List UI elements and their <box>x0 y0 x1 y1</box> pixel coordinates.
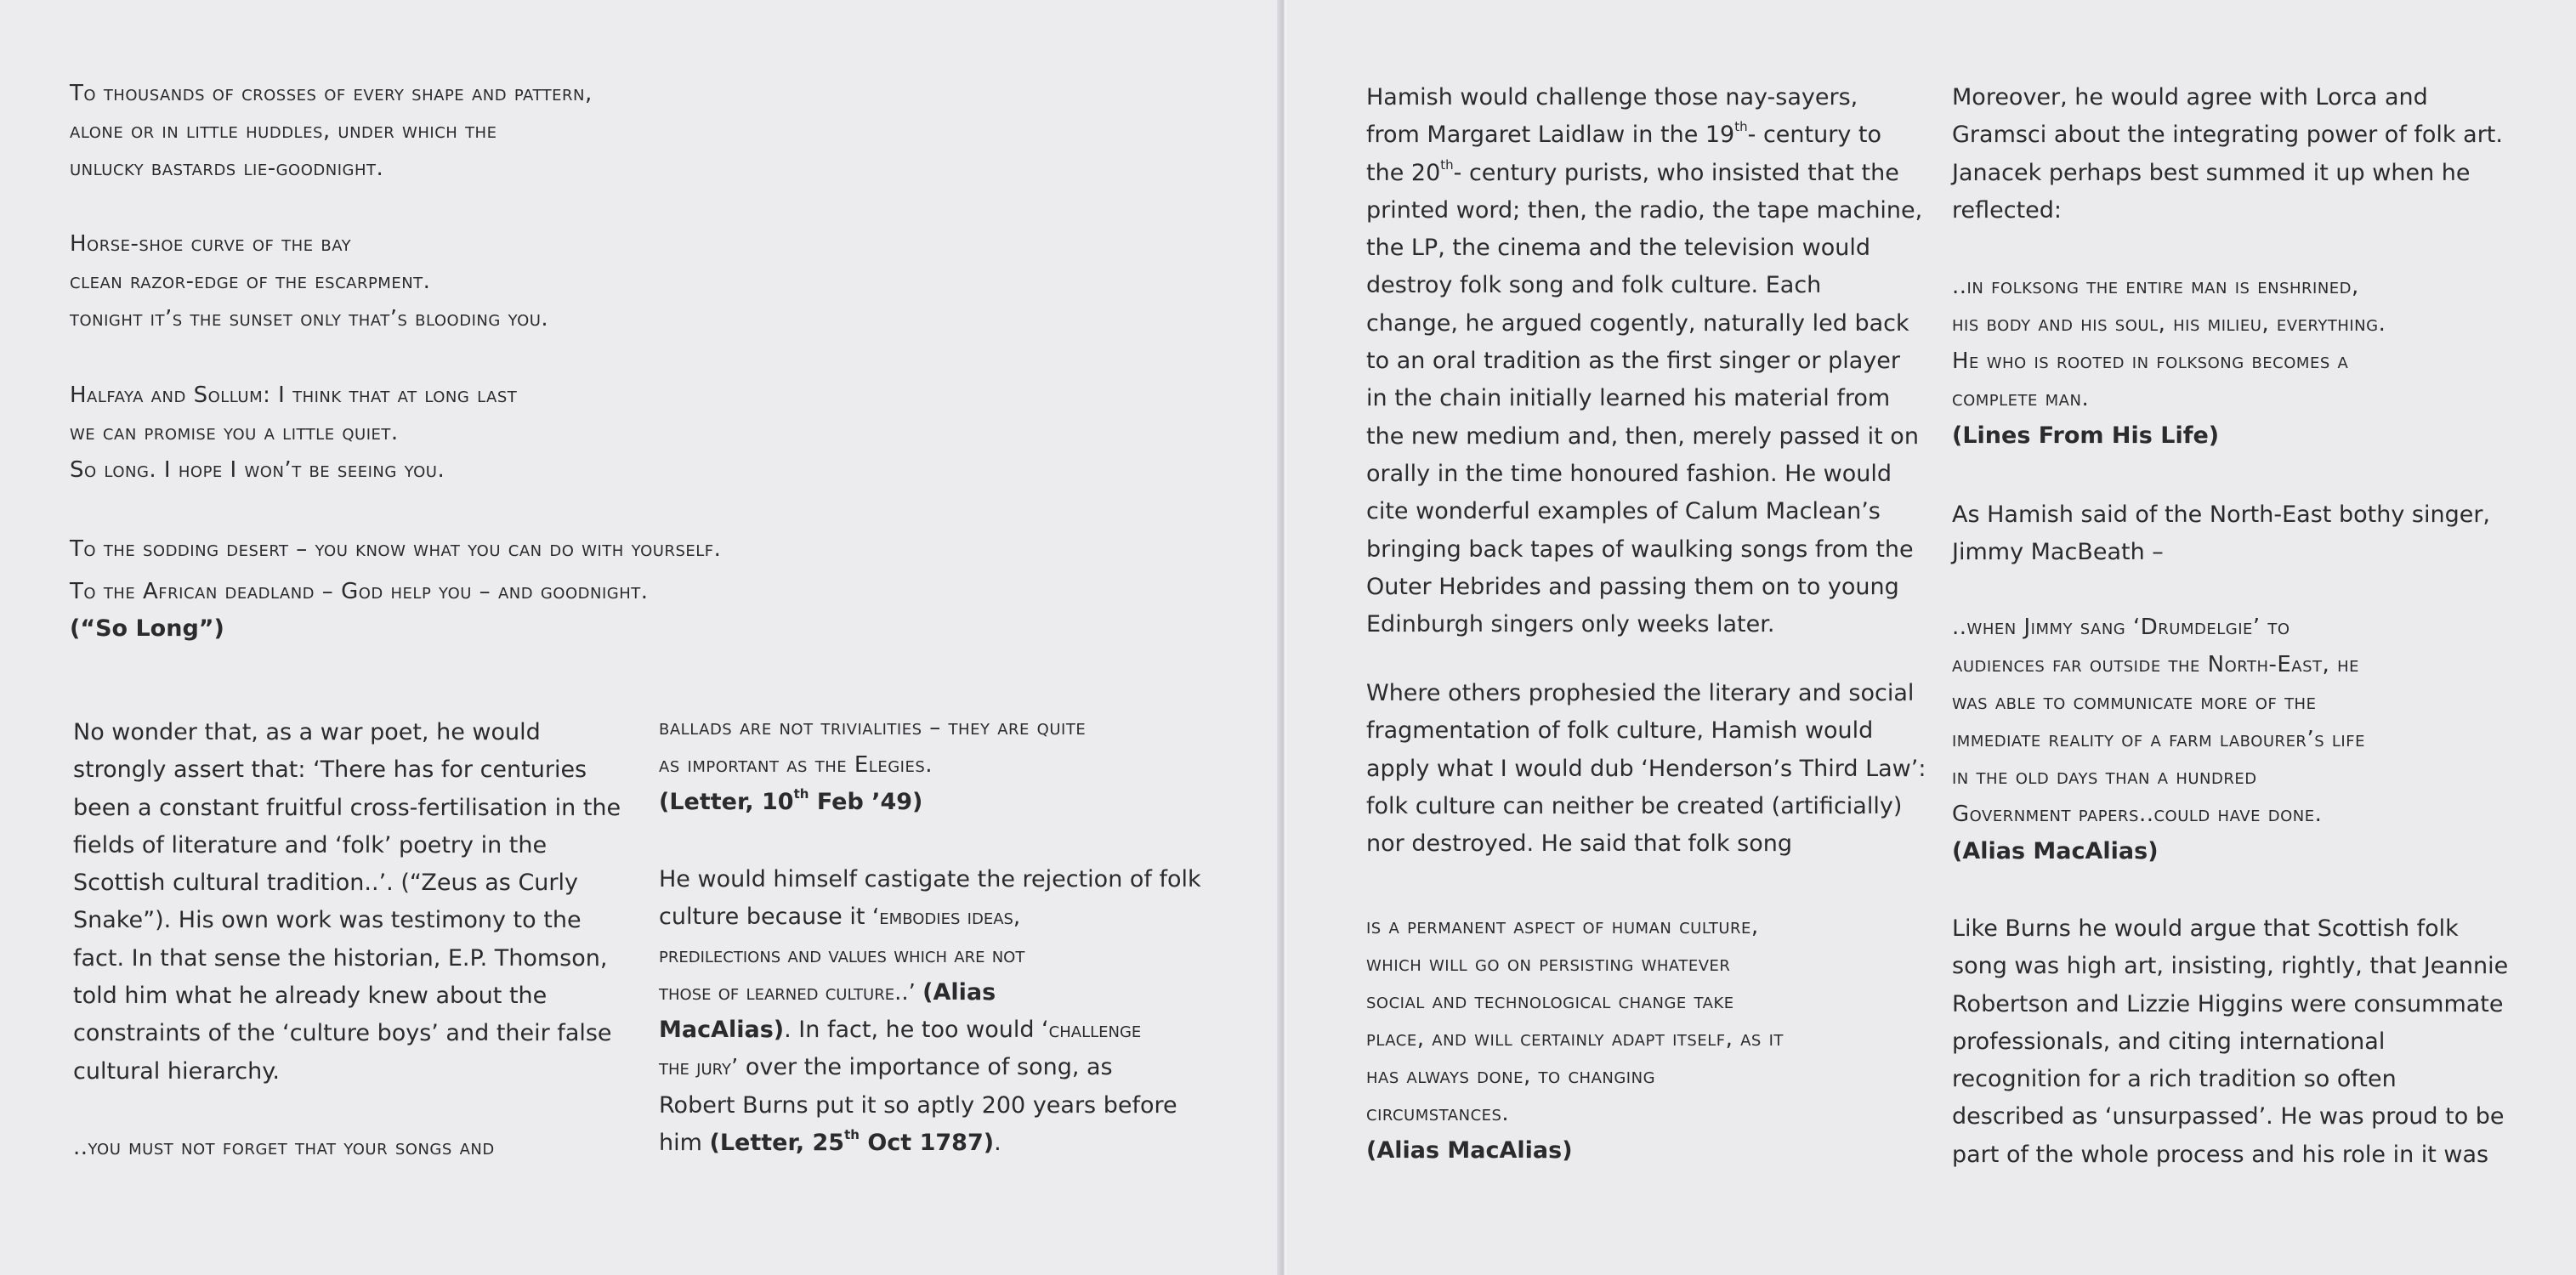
text-line: Gramsci about the integrating power of folk art. <box>1952 122 2503 149</box>
text-line: No wonder that, as a war poet, he would <box>73 719 541 745</box>
quote-line: audiences far outside the North-East, he <box>1952 652 2359 677</box>
caption-text: Oct 1787) <box>859 1130 995 1157</box>
ordinal-suffix: th <box>1440 156 1454 173</box>
quote-line: Government papers..could have done. <box>1952 802 2323 827</box>
left-column-2 <box>659 709 1086 821</box>
right-column-2-p1 <box>1952 79 2503 230</box>
text-line: Robertson and Lizzie Higgins were consummate <box>1952 990 2504 1017</box>
text-line <box>659 1125 1201 1162</box>
text-run: . In fact, he too would ‘ <box>784 1017 1049 1044</box>
text-line: Robert Burns put it so aptly 200 years before <box>659 1091 1177 1119</box>
quote-line: was able to communicate more of the <box>1952 689 2317 715</box>
quote-line: as important as the Elegies. <box>659 752 933 778</box>
quote-run: the jury’ <box>659 1055 739 1081</box>
text-line: Outer Hebrides and passing them on to young <box>1366 573 1899 600</box>
text-line: fragmentation of folk culture, Hamish would <box>1366 717 1874 745</box>
text-line: told him what he already knew about the <box>73 983 548 1010</box>
text-line: Scottish cultural tradition..’. (“Zeus as Curly <box>73 870 578 897</box>
caption-run <box>709 1127 995 1157</box>
text-line: nor destroyed. He said that folk song <box>1366 830 1792 858</box>
quote-line: ..you must not forget that your songs and <box>73 1135 495 1160</box>
quote-line: social and technological change take <box>1366 989 1734 1014</box>
quote-line: He who is rooted in folksong becomes a <box>1952 348 2349 374</box>
text-line <box>659 898 1201 936</box>
text-line: been a constant fruitful cross-fertilisation in the <box>73 794 621 821</box>
text-line: cite wonderful examples of Calum Maclean’s <box>1366 498 1881 525</box>
quote-caption: (Lines From His Life) <box>1952 422 2220 449</box>
ordinal-suffix: th <box>793 786 809 802</box>
right-column-2-quote-1 <box>1952 268 2386 455</box>
poem-line: tonight it’s the sunset only that’s blooding you. <box>70 306 549 332</box>
quote-line: ballads are not trivialities – they are quite <box>659 715 1087 740</box>
text-line: the new medium and, then, merely passed it on <box>1366 422 1919 450</box>
text-line: the 20th- century purists, who insisted that the <box>1366 156 1899 186</box>
text-line: Hamish would challenge those nay-sayers, <box>1366 84 1858 110</box>
text-line: As Hamish said of the North-East bothy singer, <box>1952 502 2490 528</box>
text-line: song was high art, insisting, rightly, that Jeannie <box>1952 953 2509 980</box>
poem-line: clean razor-edge of the escarpment. <box>70 269 431 294</box>
text-line: Jimmy MacBeath – <box>1952 539 2164 566</box>
left-column-2-paragraph <box>659 861 1201 1162</box>
caption-text: (Letter, 25 <box>709 1130 845 1157</box>
text-line: fields of literature and ‘folk’ poetry in the <box>73 831 548 858</box>
text-line: reflected: <box>1952 196 2063 224</box>
text-line: destroy folk song and folk culture. Each <box>1366 272 1822 299</box>
poem-line: Halfaya and Sollum: I think that at long last <box>70 382 518 408</box>
quote-line: which will go on persisting whatever <box>1366 951 1731 977</box>
poem-line: So long. I hope I won’t be seeing you. <box>70 457 445 483</box>
letter-caption-text: (Letter, 10 <box>659 789 794 815</box>
text-run: . <box>994 1130 1001 1157</box>
quote-line: ..in folksong the entire man is enshrined, <box>1952 274 2359 299</box>
quote-line: his body and his soul, his milieu, everything. <box>1952 311 2386 337</box>
quote-run: those of learned culture..’ <box>659 979 923 1006</box>
letter-caption <box>659 784 1086 821</box>
quote-line: complete man. <box>1952 386 2090 411</box>
quote-caption: (Alias MacAlias) <box>1366 1137 1573 1164</box>
ordinal-suffix: th <box>844 1127 860 1143</box>
right-column-1-p2 <box>1366 675 1926 863</box>
quote-line: has always done, to changing <box>1366 1063 1656 1089</box>
text-line: the LP, the cinema and the television would <box>1366 235 1870 262</box>
right-column-2-p3 <box>1952 910 2508 1174</box>
text-line <box>659 1049 1201 1086</box>
text-line <box>659 1012 1201 1049</box>
text-line: cultural hierarchy. <box>73 1057 280 1085</box>
text-line: apply what I would dub ‘Henderson’s Third Law’: <box>1366 755 1926 782</box>
left-column-1 <box>73 714 621 1091</box>
caption-run: (Alias <box>922 978 996 1006</box>
poem-stanza-1 <box>70 75 593 187</box>
quote-line: circumstances. <box>1366 1101 1510 1126</box>
quote-line: ..when Jimmy sang ‘Drumdelgie’ to <box>1952 615 2290 640</box>
quote-line: is a permanent aspect of human culture, <box>1366 914 1759 939</box>
text-line: fact. In that sense the historian, E.P. Thomson, <box>73 944 608 972</box>
text-line: part of the whole process and his role in it was <box>1952 1141 2489 1168</box>
text-line <box>659 974 1201 1012</box>
text-run: culture because it <box>659 904 873 931</box>
poem-line: Horse-shoe curve of the bay <box>70 231 352 257</box>
text-line: Snake”). His own work was testimony to the <box>73 907 582 934</box>
right-column-1-quote <box>1366 908 1784 1170</box>
text-run: him <box>659 1130 710 1157</box>
right-column-2-quote-2 <box>1952 609 2365 870</box>
text-line: printed word; then, the radio, the tape machine, <box>1366 196 1923 224</box>
text-line: Like Burns he would argue that Scottish folk <box>1952 915 2459 942</box>
quote-line: place, and will certainly adapt itself, as it <box>1366 1026 1784 1051</box>
poem-stanza-4 <box>70 525 721 648</box>
right-page <box>1287 0 2576 1275</box>
text-line: folk culture can neither be created (artificially) <box>1366 792 1903 819</box>
text-line: Edinburgh singers only weeks later. <box>1366 611 1775 638</box>
text-line: to an oral tradition as the first singer or player <box>1366 348 1900 375</box>
text-line: professionals, and citing international <box>1952 1028 2386 1055</box>
text-line: described as ‘unsurpassed’. He was proud to be <box>1952 1103 2505 1130</box>
ordinal-suffix: th <box>1734 119 1748 135</box>
text-line: in the chain initially learned his material from <box>1366 385 1891 412</box>
text-line: change, he argued cogently, naturally led back <box>1366 309 1909 337</box>
text-line: He would himself castigate the rejection of folk <box>659 866 1201 892</box>
quote-run: challenge <box>1048 1017 1142 1044</box>
right-column-1-p1 <box>1366 79 1922 643</box>
poem-stanza-3 <box>70 377 517 489</box>
text-line: constraints of the ‘culture boys’ and their false <box>73 1020 612 1047</box>
poem-line: alone or in little huddles, under which the <box>70 118 497 144</box>
quote-run: ‘embodies ideas, <box>872 904 1021 931</box>
poem-line: To thousands of crosses of every shape and pattern, <box>70 81 593 106</box>
letter-caption-text: Feb ’49) <box>809 789 923 815</box>
quote-run: predilections and values which are not <box>659 942 1025 968</box>
poem-line: To the sodding desert – you know what you can do with yourself. <box>70 536 722 562</box>
text-line: recognition for a rich tradition so often <box>1952 1066 2397 1093</box>
poem-line: To the African deadland – God help you – and goodnight. <box>70 579 649 604</box>
text-line: Moreover, he would agree with Lorca and <box>1952 84 2428 110</box>
poem-caption: (“So Long”) <box>70 615 224 642</box>
left-page <box>0 0 1280 1275</box>
text-line: orally in the time honoured fashion. He would <box>1366 460 1892 487</box>
quote-line: immediate reality of a farm labourer’s life <box>1952 727 2365 752</box>
right-column-2-p2 <box>1952 496 2490 572</box>
quote-line: in the old days than a hundred <box>1952 764 2257 790</box>
text-line: Janacek perhaps best summed it up when he <box>1952 159 2471 186</box>
quote-start <box>73 1129 495 1166</box>
poem-stanza-2 <box>70 225 548 337</box>
text-line: bringing back tapes of waulking songs from the <box>1366 536 1914 563</box>
text-line: from Margaret Laidlaw in the 19th- century to <box>1366 119 1881 149</box>
caption-run: MacAlias) <box>659 1017 785 1044</box>
poem-line: we can promise you a little quiet. <box>70 420 399 445</box>
text-line: Where others prophesied the literary and social <box>1366 680 1915 706</box>
quote-caption: (Alias MacAlias) <box>1952 838 2159 864</box>
text-line <box>659 937 1201 974</box>
text-line: strongly assert that: ‘There has for centuries <box>73 756 587 784</box>
poem-line: unlucky bastards lie-goodnight. <box>70 156 384 181</box>
text-run: over the importance of song, as <box>738 1054 1113 1081</box>
